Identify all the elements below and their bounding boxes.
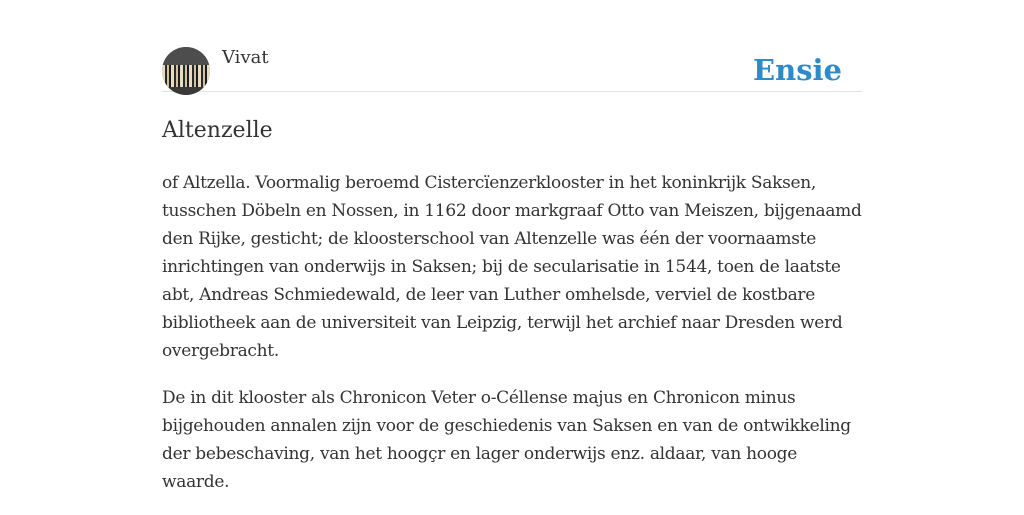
article-body (162, 169, 862, 515)
paragraph: of Altzella. Voormalig beroemd Cistercïenzerklooster in het koninkrijk Saksen, tusschen Döbeln en Nossen, in 1162 door markgraaf Otto van Meiszen, bijgenaamd den Rijke, gesticht; de kloosterschool van Altenzelle was één der voornaamste inrichtingen van onderwijs in Saksen; bij de secularisatie in 1544, toen de laatste abt, Andreas Schmiedewald, de leer van Luther omhelsde, verviel de kostbare bibliotheek aan de universiteit van Leipzig, terwijl het archief naar Dresden werd overgebracht. (162, 173, 862, 361)
avatar-books-image (162, 65, 210, 87)
brand-logo[interactable]: Ensie (753, 53, 842, 87)
page (162, 0, 862, 492)
page-title: Altenzelle (162, 118, 273, 143)
avatar[interactable] (162, 47, 210, 95)
header (162, 0, 862, 92)
author-name[interactable]: Vivat (222, 47, 269, 68)
paragraph: De in dit klooster als Chronicon Veter o-Céllense majus en Chronicon minus bijgehouden annalen zijn voor de geschiedenis van Saksen en van de ontwikkeling der bebeschaving, van het hoogçr en lager onderwijs enz. aldaar, van hooge waarde. (162, 388, 851, 492)
avatar-shelf-top (162, 47, 210, 65)
avatar-shelf-bottom (162, 87, 210, 95)
